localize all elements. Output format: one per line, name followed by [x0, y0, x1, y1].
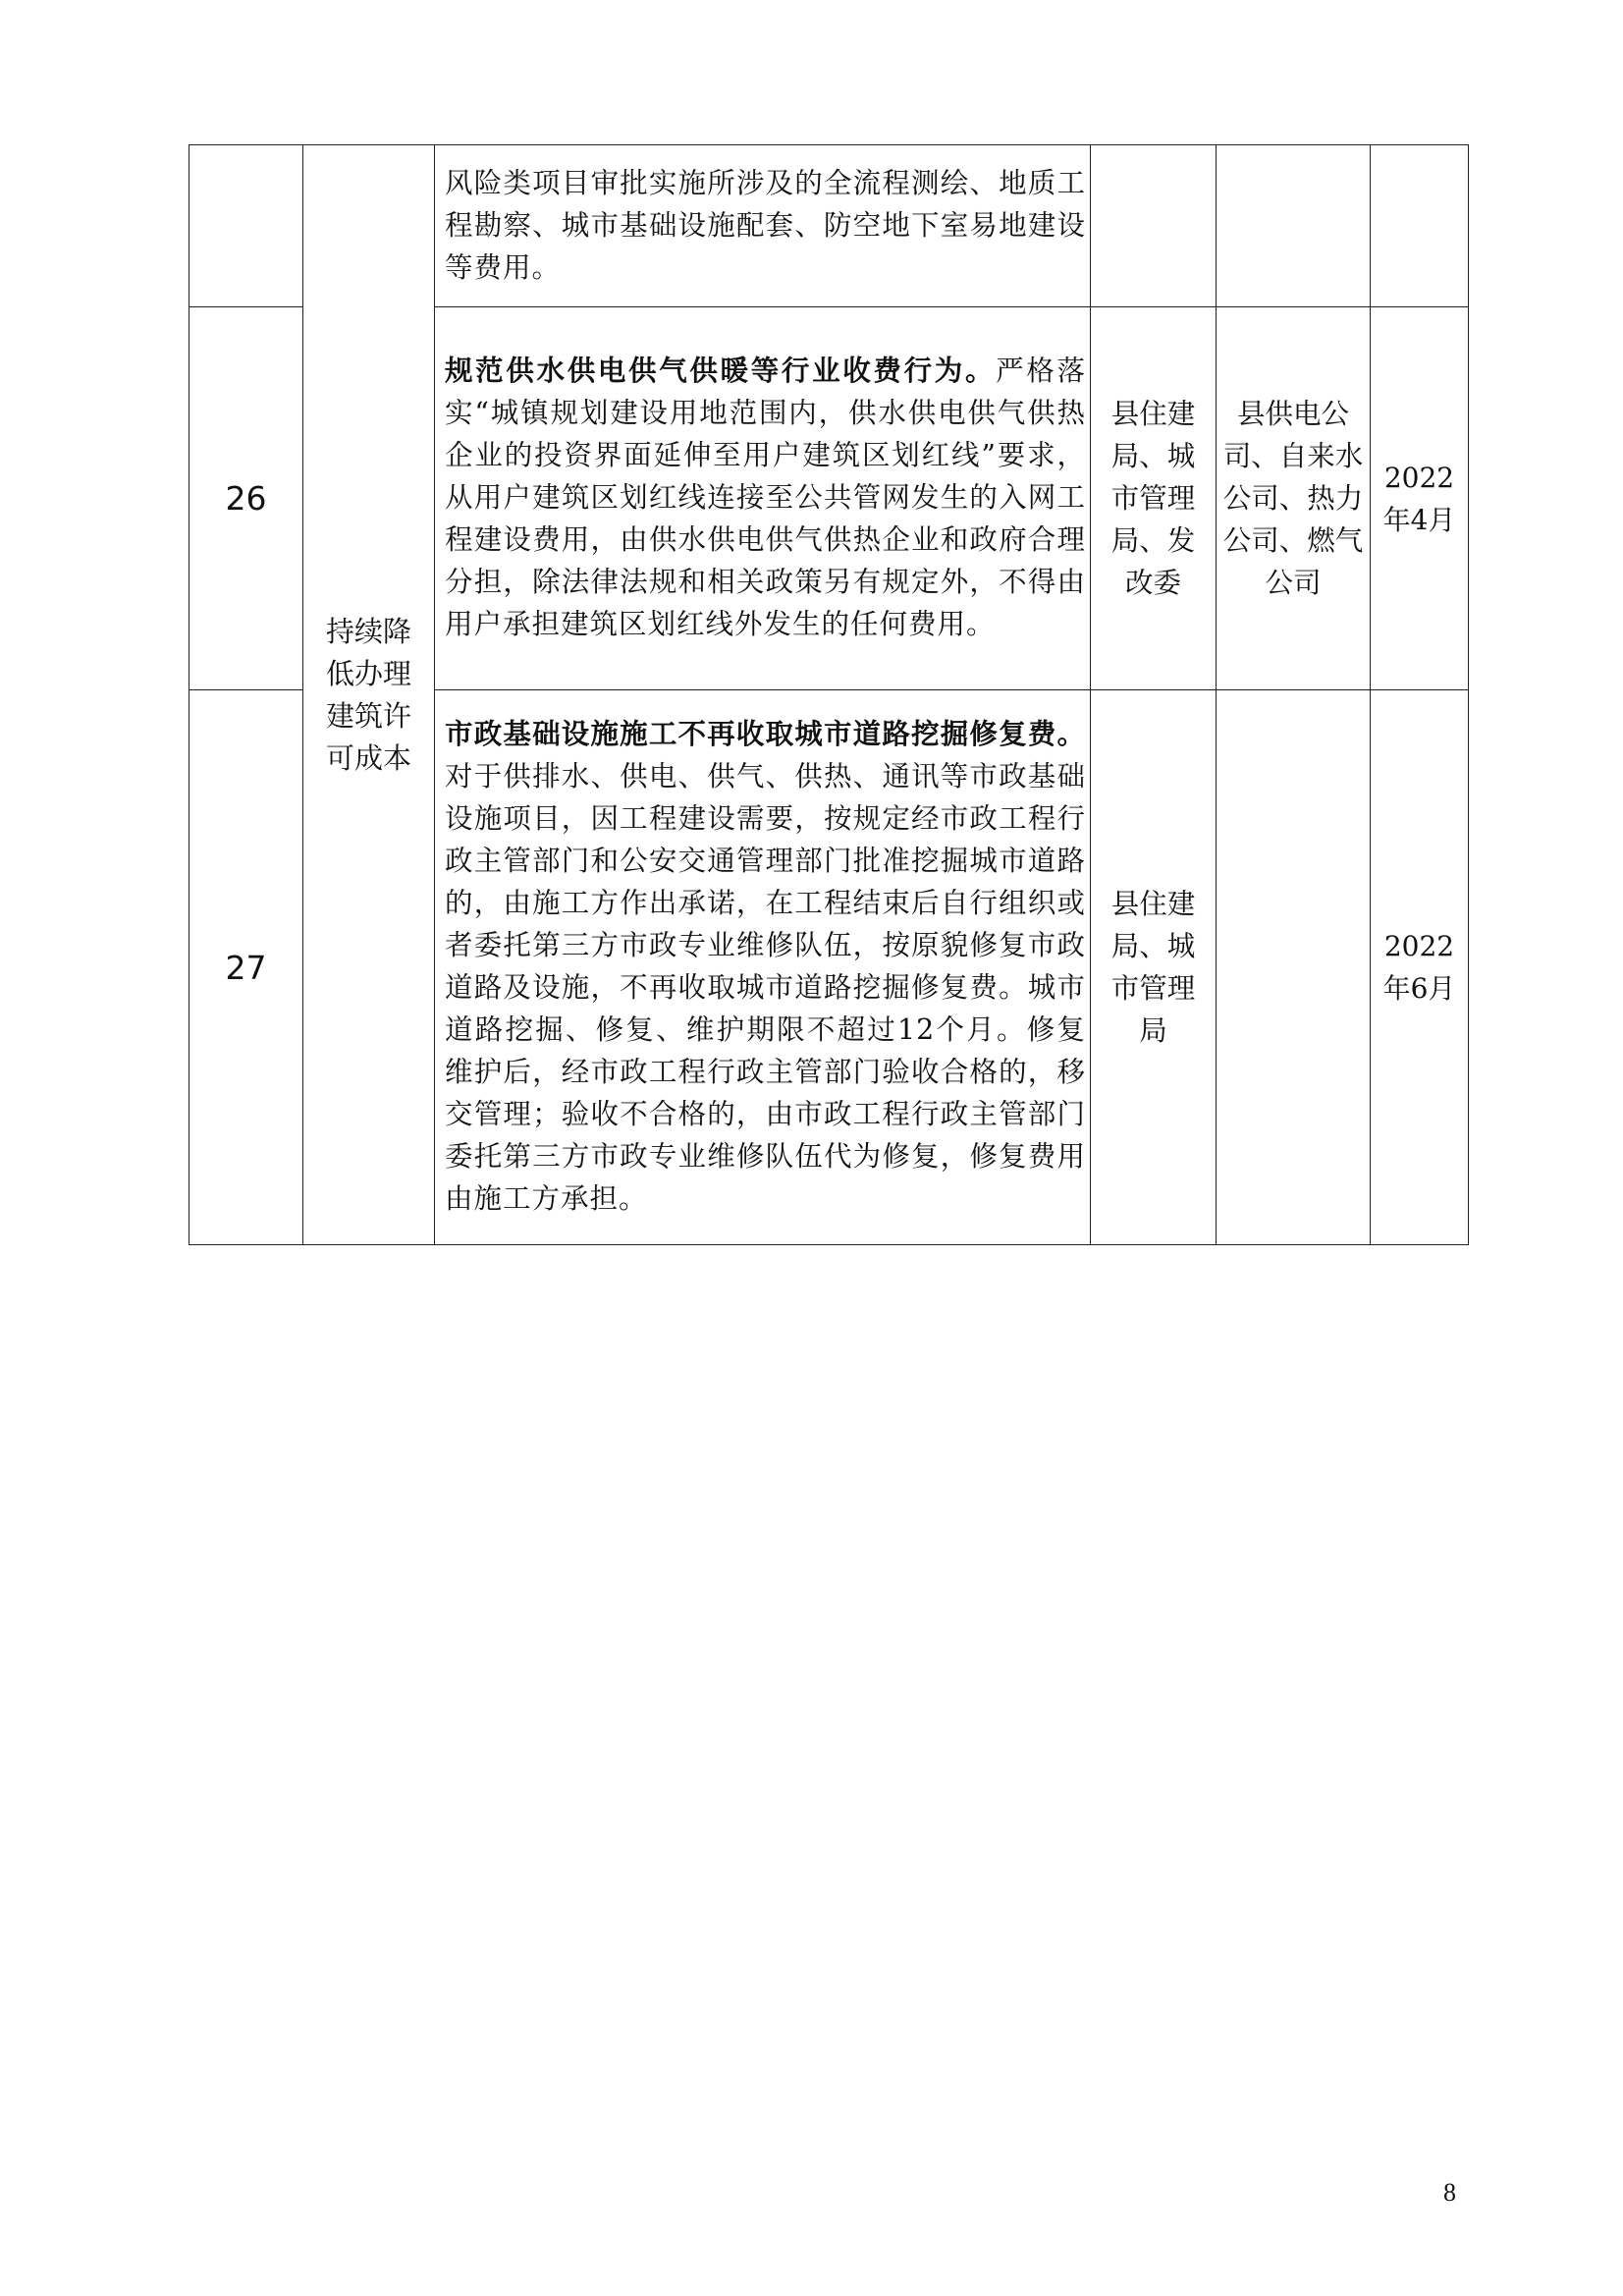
cooperating-units: [1217, 145, 1371, 307]
measure-title: 市政基础设施施工不再收取城市道路挖掘修复费。: [445, 717, 1086, 750]
deadline: 2022年4月: [1371, 307, 1469, 690]
measures-table-container: [189, 144, 1469, 1245]
row-number: 27: [189, 690, 303, 1245]
measure-content: [435, 145, 1091, 307]
deadline: 2022年6月: [1371, 690, 1469, 1245]
category-cell: 持续降低办理建筑许可成本: [303, 145, 435, 1245]
row-number: 26: [189, 307, 303, 690]
measure-content: [435, 307, 1091, 690]
lead-department: 县住建局、城市管理局: [1091, 690, 1217, 1245]
lead-department: [1091, 145, 1217, 307]
cooperating-units: [1217, 690, 1371, 1245]
measure-content: [435, 690, 1091, 1245]
measures-table: [189, 144, 1469, 1245]
row-number: [189, 145, 303, 307]
table-row: [189, 145, 1469, 307]
lead-department: 县住建局、城市管理局、发改委: [1091, 307, 1217, 690]
measure-detail: 对于供排水、供电、供气、供热、通讯等市政基础设施项目，因工程建设需要，按规定经市政工程行政主管部门和公安交通管理部门批准挖掘城市道路的，由施工方作出承诺，在工程结束后自行组织或者委托第三方市政专业维修队伍，按原貌修复市政道路及设施，不再收取城市道路挖掘修复费。城市道路挖掘、修复、维护期限不超过12个月。修复维护后，经市政工程行政主管部门验收合格的，移交管理；验收不合格的，由市政工程行政主管部门委托第三方市政专业维修队伍代为修复，修复费用由施工方承担。: [445, 760, 1086, 1215]
cooperating-units: 县供电公司、自来水公司、热力公司、燃气公司: [1217, 307, 1371, 690]
measure-detail: 严格落实“城镇规划建设用地范围内，供水供电供气供热企业的投资界面延伸至用户建筑区划红线”要求，从用户建筑区划红线连接至公共管网发生的入网工程建设费用，由供水供电供气供热企业和政府合理分担，除法律法规和相关政策另有规定外，不得由用户承担建筑区划红线外发生的任何费用。: [445, 355, 1086, 640]
page-number: 8: [1443, 2178, 1456, 2207]
measure-title: 规范供水供电供气供暖等行业收费行为。: [445, 354, 997, 387]
measure-detail: 风险类项目审批实施所涉及的全流程测绘、地质工程勘察、城市基础设施配套、防空地下室易地建设等费用。: [445, 166, 1086, 284]
deadline: [1371, 145, 1469, 307]
